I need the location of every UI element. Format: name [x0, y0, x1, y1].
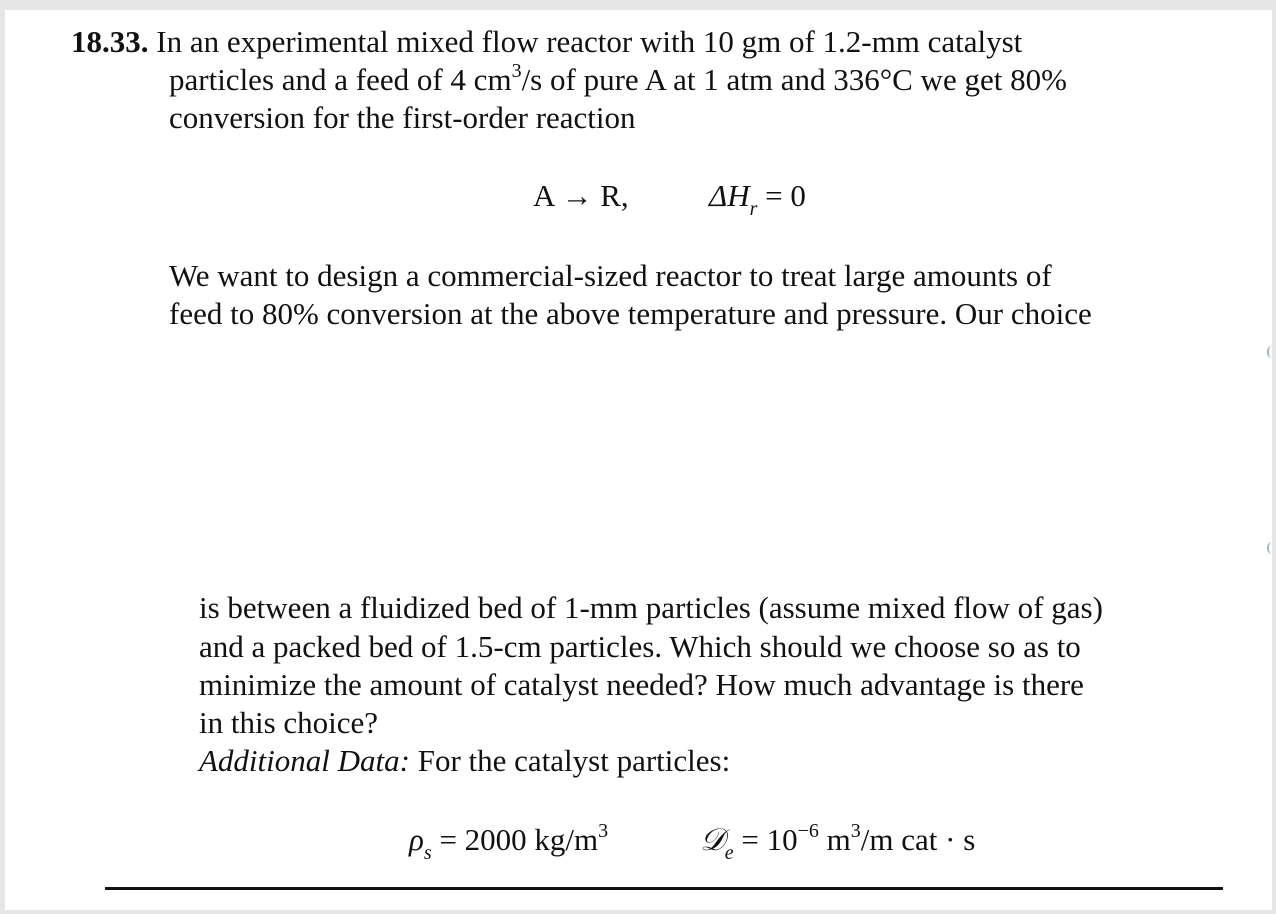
- reaction-equation: [533, 178, 629, 214]
- problem-number: 18.33.: [71, 24, 149, 59]
- choice-line-3: minimize the amount of catalyst needed? How much advantage is there: [199, 667, 1084, 702]
- de-value-tail: /m cat · s: [860, 822, 976, 857]
- edge-mark-lower: [1267, 542, 1272, 554]
- choice-line-2: and a packed bed of 1.5-cm particles. Which should we choose so as to: [199, 629, 1081, 664]
- problem-line-2: [169, 59, 1067, 98]
- choice-line-4: in this choice?: [199, 705, 379, 740]
- additional-data-line: [199, 743, 730, 779]
- intro-line-2a: particles and a feed of 4 cm: [169, 62, 512, 97]
- rho-symbol: ρ: [409, 822, 424, 857]
- enthalpy-value: = 0: [765, 178, 806, 213]
- intro-line-3: conversion for the first-order reaction: [169, 100, 636, 135]
- design-line-2: feed to 80% conversion at the above temperature and pressure. Our choice: [169, 296, 1092, 331]
- de-subscript: e: [724, 842, 734, 865]
- intro-line-2b: /s of pure A at 1 atm and 336°C we get 80%: [521, 62, 1067, 97]
- rho-subscript: s: [423, 842, 432, 865]
- bottom-rule: [105, 887, 1223, 890]
- intro-line-2-exp: 3: [511, 59, 522, 82]
- de-value-post: m: [826, 822, 851, 857]
- diffusivity-equation: [700, 819, 976, 865]
- density-equation: [409, 819, 609, 865]
- enthalpy-subscript: r: [749, 198, 758, 221]
- problem-line-1: [71, 24, 1022, 60]
- additional-data-text: For the catalyst particles:: [417, 743, 731, 778]
- design-line-1: We want to design a commercial-sized reactor to treat large amounts of: [169, 258, 1052, 293]
- page: [5, 10, 1272, 910]
- rho-value: = 2000 kg/m: [439, 822, 599, 857]
- de-symbol: 𝒟: [700, 822, 725, 857]
- edge-mark-upper: [1267, 346, 1272, 358]
- reaction-arrow: →: [561, 178, 593, 213]
- de-value-pre: = 10: [741, 822, 798, 857]
- reactant: A: [533, 178, 554, 213]
- problem-line-3: [169, 100, 636, 136]
- choice-line-1: is between a fluidized bed of 1-mm particles (assume mixed flow of gas): [199, 590, 1103, 625]
- enthalpy-symbol: ΔH: [709, 178, 750, 213]
- de-exponent: −6: [797, 819, 819, 842]
- product: R,: [600, 178, 629, 213]
- intro-line-1: In an experimental mixed flow reactor with 10 gm of 1.2-mm catalyst: [156, 24, 1023, 59]
- de-exponent-2: 3: [850, 819, 861, 842]
- additional-data-label: Additional Data:: [199, 743, 410, 778]
- rho-exponent: 3: [598, 819, 609, 842]
- enthalpy-equation: [709, 178, 806, 221]
